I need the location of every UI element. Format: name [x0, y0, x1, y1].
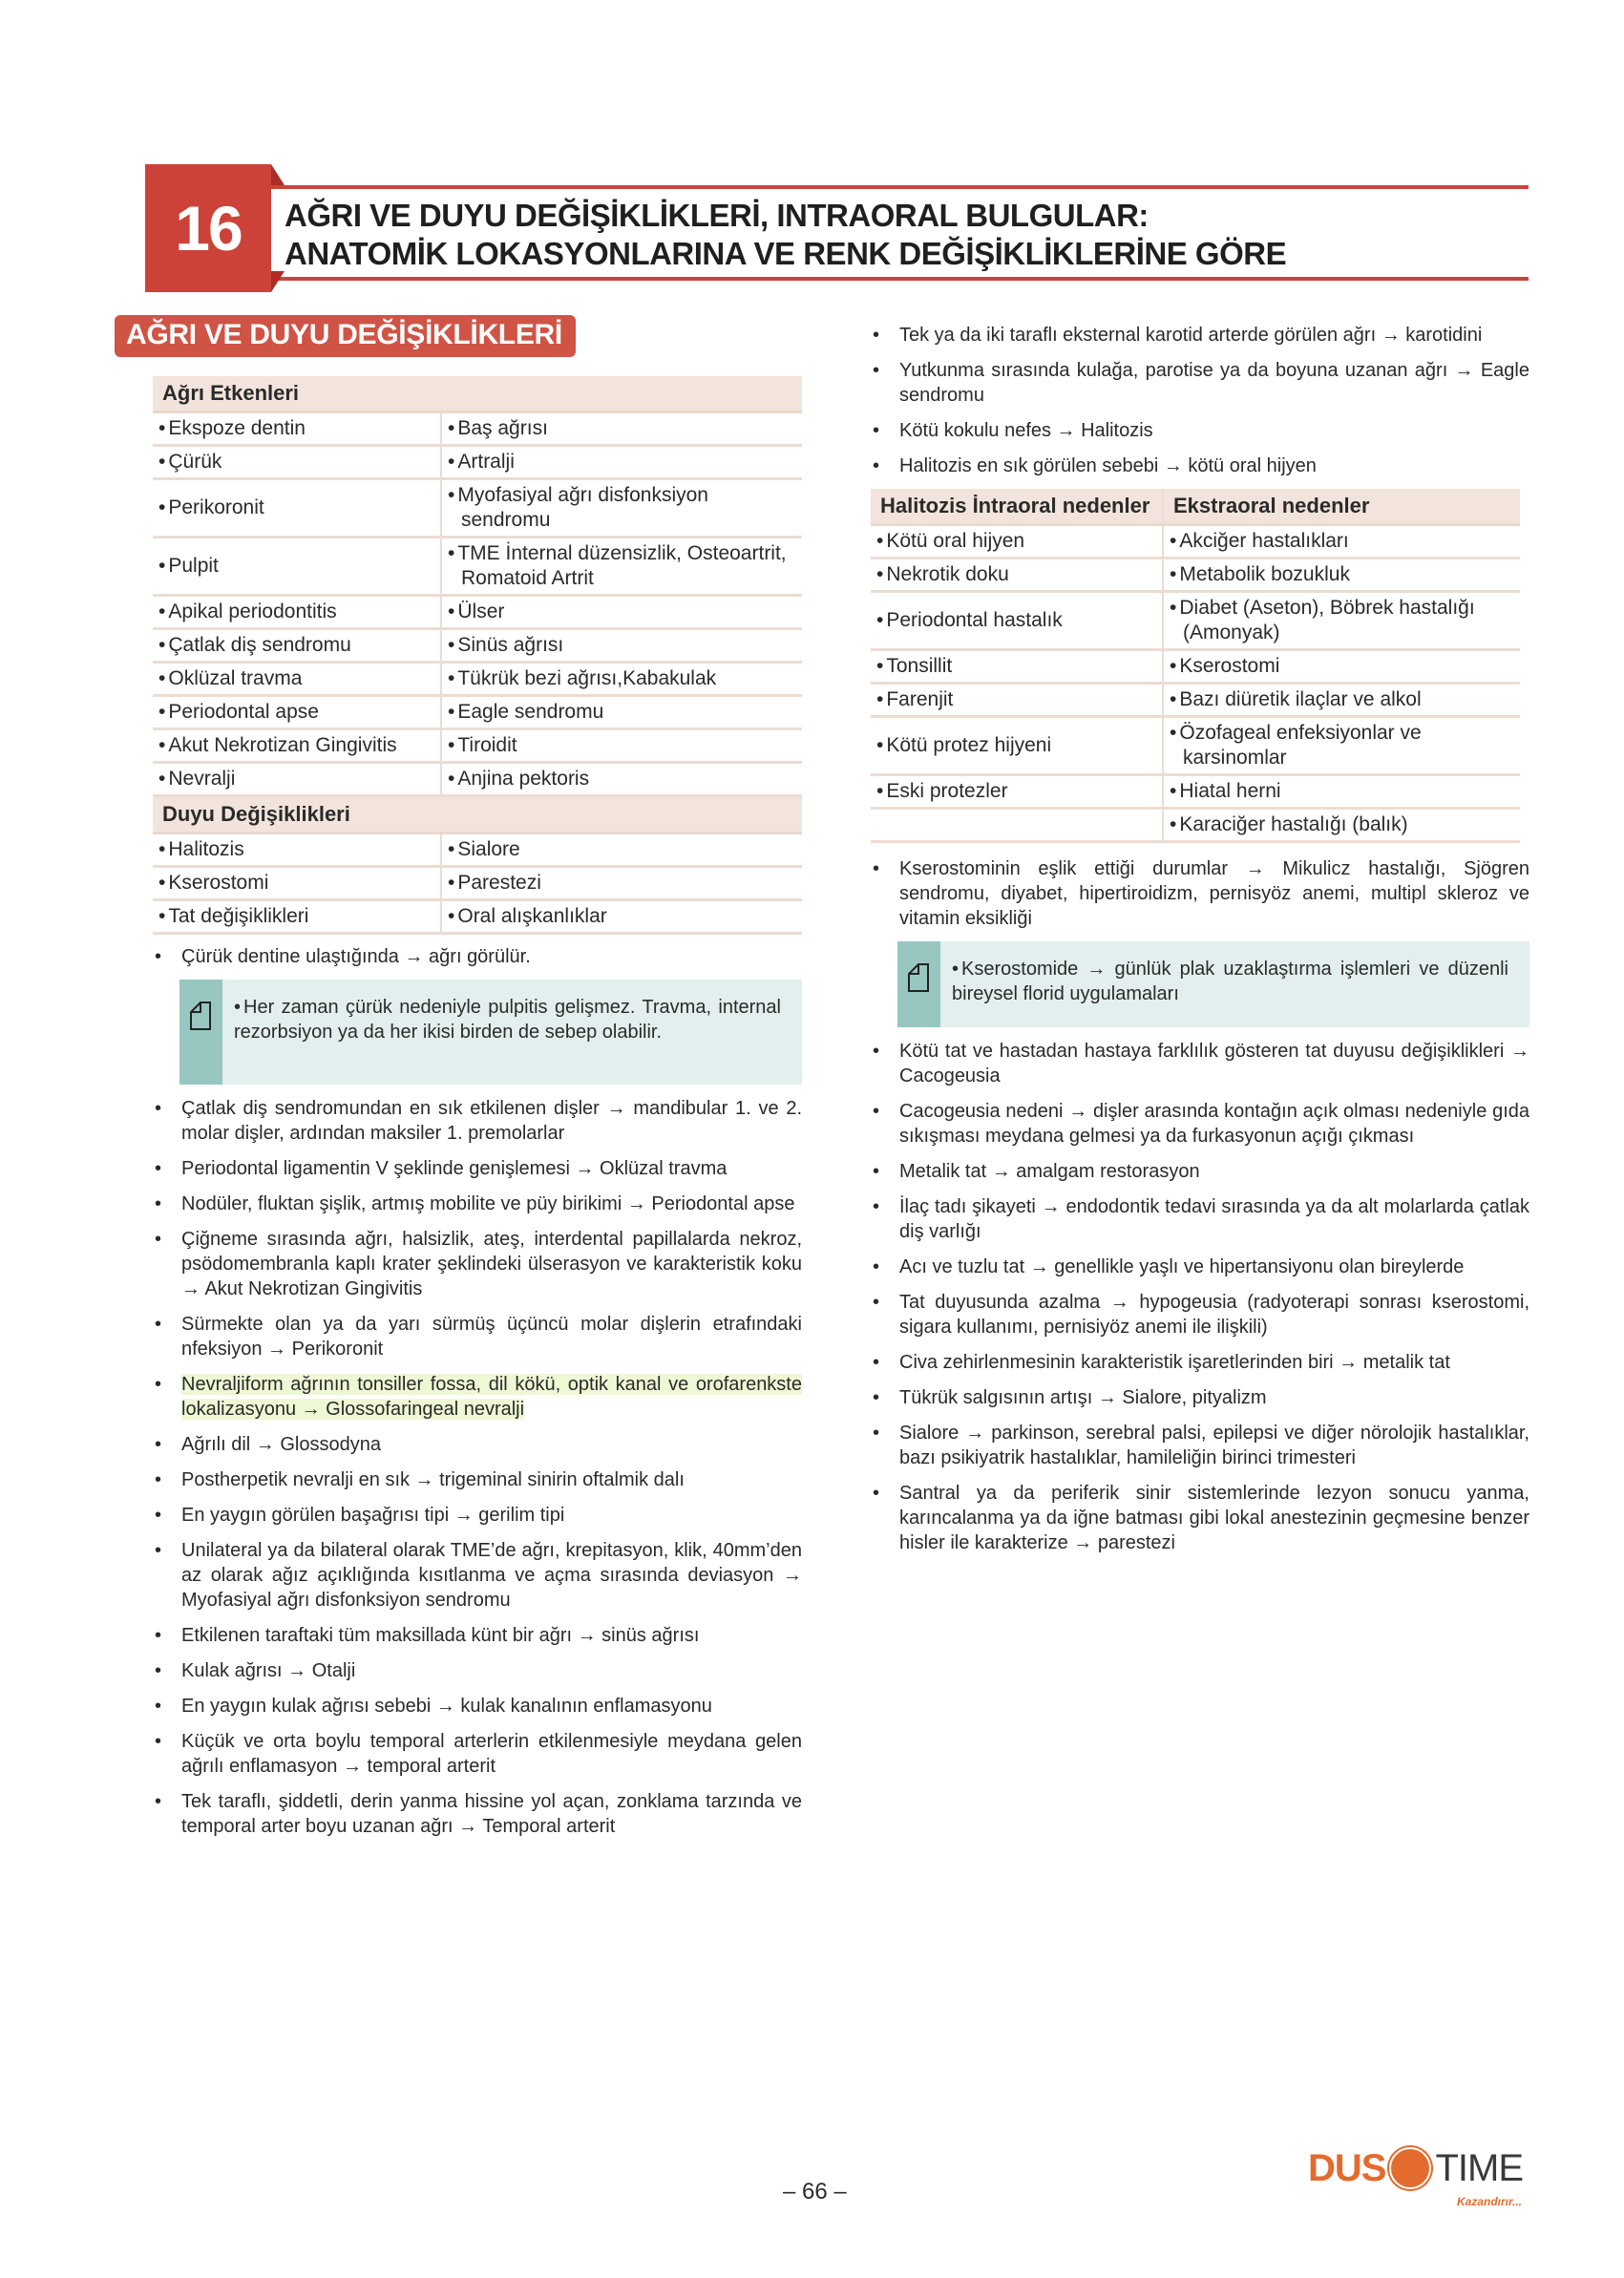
cell-text: • Tonsillit [876, 654, 1152, 679]
table-cell [153, 412, 441, 446]
list-item: • Sürmekte olan ya da yarı sürmüş üçüncü molar dişlerin etrafındaki nfeksiyon → Perikoronit [153, 1312, 802, 1361]
table-row [871, 525, 1520, 559]
cell-text: • Kserostomi [158, 871, 431, 896]
table-row [871, 592, 1520, 650]
cell-text: • Anjina pektoris [448, 767, 792, 791]
table-cell [153, 596, 441, 629]
list-item: • Civa zehirlenmesinin karakteristik işaretlerinden biri → metalik tat [871, 1350, 1529, 1375]
list-item: • En yaygın görülen başağrısı tipi → gerilim tipi [153, 1503, 802, 1528]
cell-text: • Apikal periodontitis [158, 600, 431, 624]
table-row [871, 684, 1520, 717]
list-item: • Çiğneme sırasında ağrı, halsizlik, ateş, interdental papillalarda nekroz, psödomembranla kaplı krater şeklindeki ülserasyon ve karakteristik koku → Akut Nekrotizan Gingivitis [153, 1227, 802, 1301]
table-row [871, 650, 1520, 684]
cell-text: • Myofasiyal ağrı disfonksiyon sendromu [448, 483, 792, 533]
list-item: • Yutkunma sırasında kulağa, parotise ya da boyuna uzanan ağrı → Eagle sendromu [871, 358, 1529, 408]
table-cell [153, 900, 441, 934]
list-item: • İlaç tadı şikayeti → endodontik tedavi sırasında ya da alt molarlarda çatlak diş varlığı [871, 1194, 1529, 1244]
list-item: • Santral ya da periferik sinir sistemlerinde lezyon sonucu yanma, karıncalanma ya da iğne batması gibi lokal anestezinin geçmesine benzer hisler ile karakterize → parestezi [871, 1481, 1529, 1555]
right-column [871, 323, 1529, 1566]
cell-text: • Akut Nekrotizan Gingivitis [158, 733, 431, 758]
dustime-logo [1308, 2146, 1528, 2217]
halitosis-head-right: Ekstraoral nedenler [1163, 489, 1520, 525]
cell-text: • Bazı diüretik ilaçlar ve alkol [1170, 687, 1510, 712]
cell-text: • Kserostomi [1170, 654, 1510, 679]
table-row [871, 717, 1520, 775]
cell-text: • Artralji [448, 450, 792, 475]
cell-text: • Periodontal apse [158, 700, 431, 725]
table-row [153, 596, 802, 629]
cell-text: • Farenjit [876, 687, 1152, 712]
table-cell [153, 538, 441, 596]
table-row [153, 696, 802, 729]
pain-table [153, 376, 802, 935]
list-item: • Kserostominin eşlik ettiği durumlar → Mikulicz hastalığı, Sjögren sendromu, diyabet, hipertiroidizm, pernisyöz anemi, multipl skleroz ve vitamin eksikliği [871, 856, 1529, 931]
cell-text: • Sinüs ağrısı [448, 633, 792, 658]
table-cell [153, 729, 441, 763]
left-column [126, 315, 802, 1849]
cell-text: • Baş ağrısı [448, 416, 792, 441]
left-bullets-highlight [153, 1372, 802, 1422]
note-icon [179, 980, 222, 1085]
cell-text: • Ülser [448, 600, 792, 624]
cell-text: • Nevralji [158, 767, 431, 791]
table-cell [153, 696, 441, 729]
cell-text: • Periodontal hastalık [876, 608, 1152, 633]
left-bullets-a [153, 944, 802, 969]
table-row [153, 663, 802, 696]
list-item: • Tek taraflı, şiddetli, derin yanma hissine yol açan, zonklama tarzında ve temporal arter boyu uzanan ağrı → Temporal arterit [153, 1789, 802, 1839]
table-cell [1163, 809, 1520, 842]
table-cell [441, 833, 802, 867]
table-cell [441, 596, 802, 629]
table-row [153, 729, 802, 763]
list-item: • Etkilenen taraftaki tüm maksillada künt bir ağrı → sinüs ağrısı [153, 1623, 802, 1648]
table-row [871, 809, 1520, 842]
table-cell [441, 629, 802, 663]
table-cell [441, 446, 802, 479]
chapter-number: 16 [145, 164, 271, 292]
table-cell [441, 729, 802, 763]
left-bullets-b [153, 1096, 802, 1361]
cell-text: • Özofageal enfeksiyonlar ve karsinomlar [1170, 721, 1510, 770]
list-item: • Postherpetik nevralji en sık → trigeminal sinirin oftalmik dalı [153, 1467, 802, 1492]
table-cell [153, 867, 441, 900]
cell-text: • Perikoronit [158, 496, 431, 520]
cell-text: • Kötü oral hijyen [876, 529, 1152, 554]
cell-text: • Parestezi [448, 871, 792, 896]
list-item: • Çatlak diş sendromundan en sık etkilenen dişler → mandibular 1. ve 2. molar dişler, ardından maksiler 1. premolarlar [153, 1096, 802, 1146]
table-cell [441, 763, 802, 796]
halitosis-table [871, 489, 1520, 843]
table-section-header [153, 796, 802, 833]
header-rule-top [145, 185, 1529, 189]
list-item: • Nodüler, fluktan şişlik, artmış mobilite ve püy birikimi → Periodontal apse [153, 1192, 802, 1216]
list-item: • Metalik tat → amalgam restorasyon [871, 1159, 1529, 1184]
table-row [153, 629, 802, 663]
table-row [871, 775, 1520, 809]
cell-text: • Oral alışkanlıklar [448, 904, 792, 929]
cell-text: • TME İnternal düzensizlik, Osteoartrit, Romatoid Artrit [448, 541, 792, 591]
table-cell [871, 525, 1163, 559]
table-cell [153, 763, 441, 796]
table-cell [1163, 717, 1520, 775]
right-bullets-c [871, 1039, 1529, 1555]
table-cell [1163, 525, 1520, 559]
list-item: • Küçük ve orta boylu temporal arterlerin etkilenmesiyle meydana gelen ağrılı enflamasyon → temporal arterit [153, 1729, 802, 1779]
chapter-fold-bottom [271, 271, 285, 292]
list-item: • Unilateral ya da bilateral olarak TME’de ağrı, krepitasyon, klik, 40mm’den az olarak ağız açıklığında kısıtlanma ve açma sırasında deviasyon → Myofasiyal ağrı disfonksiyon sendromu [153, 1538, 802, 1613]
cell-text: • Çatlak diş sendromu [158, 633, 431, 658]
table-row [871, 559, 1520, 592]
list-item: • Cacogeusia nedeni → dişler arasında kontağın açık olması nedeniyle gıda sıkışması meydana gelmesi ya da furkasyonun açığı çıkması [871, 1099, 1529, 1149]
list-item: • Ağrılı dil → Glossodyna [153, 1432, 802, 1457]
header-rule-bottom [145, 277, 1529, 281]
table-row [153, 479, 802, 538]
cell-text: • Akciğer hastalıkları [1170, 529, 1510, 554]
list-item: • Tek ya da iki taraflı eksternal karotid arterde görülen ağrı → karotidini [871, 323, 1529, 348]
table-cell [441, 867, 802, 900]
section-title: AĞRI VE DUYU DEĞİŞİKLİKLERİ [115, 315, 576, 357]
cell-text: • Eagle sendromu [448, 700, 792, 725]
cell-text: • Tiroidit [448, 733, 792, 758]
logo-dus: DUS [1308, 2147, 1386, 2189]
cell-text: • Tükrük bezi ağrısı,Kabakulak [448, 666, 792, 691]
table-row [153, 833, 802, 867]
table-cell [441, 479, 802, 538]
table-cell [153, 446, 441, 479]
list-item: • Halitozis en sık görülen sebebi → kötü oral hijyen [871, 453, 1529, 478]
note-icon [897, 941, 940, 1027]
table-cell [1163, 650, 1520, 684]
halitosis-table-header [871, 489, 1520, 525]
table-section-header [153, 376, 802, 412]
cell-text: • Kötü protez hijyeni [876, 733, 1152, 758]
table-row [153, 867, 802, 900]
table-cell [1163, 592, 1520, 650]
table-cell [871, 559, 1163, 592]
table-row [153, 763, 802, 796]
note-box-2 [897, 941, 1529, 1027]
list-item: • Sialore → parkinson, serebral palsi, epilepsi ve diğer nörolojik hastalıklar, bazı psikiyatrik hastalıklar, hamileliğin birinci trimesteri [871, 1421, 1529, 1470]
chapter-title-line1: AĞRI VE DUYU DEĞİŞİKLİKLERİ, INTRAORAL BULGULAR: [285, 198, 1149, 233]
note-box-1 [179, 980, 802, 1085]
cell-text: • Diabet (Aseton), Böbrek hastalığı (Amonyak) [1170, 596, 1510, 645]
table-cell [1163, 559, 1520, 592]
cell-text: • Oklüzal travma [158, 666, 431, 691]
table-cell [871, 684, 1163, 717]
table-cell [153, 479, 441, 538]
cell-text: • Metabolik bozukluk [1170, 562, 1510, 587]
note-2-text: • Kserostomide → günlük plak uzaklaştırma işlemleri ve düzenli bireysel florid uygulamaları [952, 959, 1508, 1004]
cell-text: • Hiatal herni [1170, 779, 1510, 804]
list-item: • Çürük dentine ulaştığında → ağrı görülür. [153, 944, 802, 969]
table-cell [871, 717, 1163, 775]
table-cell [441, 663, 802, 696]
cell-text: • Pulpit [158, 554, 431, 579]
cell-text: • Tat değişiklikleri [158, 904, 431, 929]
table-cell [441, 900, 802, 934]
table-cell [441, 696, 802, 729]
right-bullets-a [871, 323, 1529, 478]
cell-text: • Nekrotik doku [876, 562, 1152, 587]
table-cell [441, 412, 802, 446]
left-bullets-c [153, 1432, 802, 1839]
table-cell [871, 650, 1163, 684]
table-cell [1163, 684, 1520, 717]
page-number: – 66 – [783, 2179, 847, 2204]
logo-tagline: Kazandırır... [1456, 2195, 1522, 2208]
table-row [153, 446, 802, 479]
right-bullets-b [871, 856, 1529, 931]
chapter-title [285, 197, 1526, 273]
list-item: • Periodontal ligamentin V şeklinde genişlemesi → Oklüzal travma [153, 1156, 802, 1181]
list-item-highlighted: • Nevraljiform ağrının tonsiller fossa, dil kökü, optik kanal ve orofarenkste lokalizasyonu → Glossofaringeal nevralji [153, 1372, 802, 1422]
table-cell [153, 629, 441, 663]
section-header-text: Ağrı Etkenleri [153, 376, 802, 412]
list-item: • Kulak ağrısı → Otalji [153, 1658, 802, 1683]
halitosis-head-left: Halitozis İntraoral nedenler [871, 489, 1163, 525]
table-cell [1163, 775, 1520, 809]
table-cell [153, 833, 441, 867]
list-item: • Kötü tat ve hastadan hastaya farklılık gösteren tat duyusu değişiklikleri → Cacogeusia [871, 1039, 1529, 1088]
list-item: • Acı ve tuzlu tat → genellikle yaşlı ve hipertansiyonu olan bireylerde [871, 1255, 1529, 1279]
cell-text: • Çürük [158, 450, 431, 475]
table-row [153, 900, 802, 934]
table-cell [441, 538, 802, 596]
cell-text: • Ekspoze dentin [158, 416, 431, 441]
table-cell [871, 775, 1163, 809]
list-item: • Kötü kokulu nefes → Halitozis [871, 418, 1529, 443]
chapter-fold-top [271, 164, 285, 185]
table-row [153, 412, 802, 446]
list-item: • En yaygın kulak ağrısı sebebi → kulak kanalının enflamasyonu [153, 1694, 802, 1719]
table-cell [153, 663, 441, 696]
list-item: • Tat duyusunda azalma → hypogeusia (radyoterapi sonrası kserostomi, sigara kullanımı, pernisiyöz anemi ile ilişkili) [871, 1290, 1529, 1339]
cell-text: • Halitozis [158, 837, 431, 862]
tooth-icon [1389, 2147, 1431, 2189]
table-row [153, 538, 802, 596]
cell-text: • Karaciğer hastalığı (balık) [1170, 812, 1510, 837]
cell-text: • Eski protezler [876, 779, 1152, 804]
table-cell [871, 592, 1163, 650]
cell-text: • Sialore [448, 837, 792, 862]
note-1-text: • Her zaman çürük nedeniyle pulpitis gelişmez. Travma, internal rezorbsiyon ya da her ikisi birden de sebep olabilir. [234, 997, 781, 1043]
section-header-text: Duyu Değişiklikleri [153, 796, 802, 833]
list-item: • Tükrük salgısının artışı → Sialore, pityalizm [871, 1385, 1529, 1410]
logo-time: TIME [1435, 2147, 1523, 2189]
logo-wordmark [1308, 2146, 1523, 2190]
chapter-title-line2: ANATOMİK LOKASYONLARINA VE RENK DEĞİŞİKLİKLERİNE GÖRE [285, 236, 1287, 271]
table-cell [871, 809, 1163, 842]
